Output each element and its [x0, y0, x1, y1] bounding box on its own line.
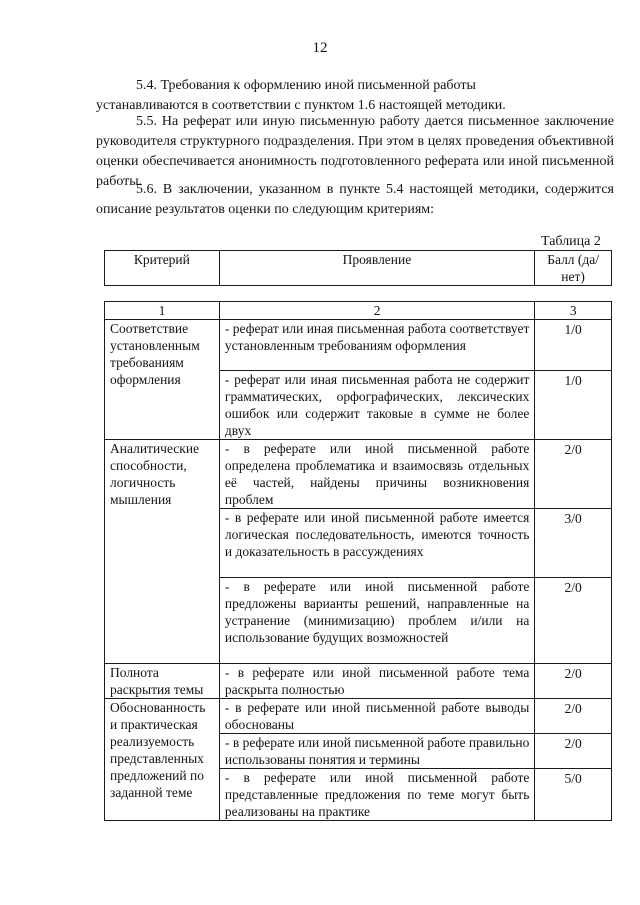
column-number: 3: [535, 302, 612, 320]
criterion-cell: Аналитические способности, логичность мышления: [105, 440, 220, 664]
table-row: [105, 699, 612, 734]
criterion-cell: Полнота раскрытия темы: [105, 664, 220, 699]
score-cell: 2/0: [535, 578, 612, 664]
manifestation-cell: - в реферате или иной письменной работе имеется логическая последовательность, имеются точность и доказательность в рассуждениях: [219, 509, 534, 578]
score-cell: 2/0: [535, 699, 612, 734]
paragraph-5-4-line-2: устанавливаются в соответствии с пунктом 1.6 настоящей методики.: [96, 98, 506, 113]
score-cell: 3/0: [535, 509, 612, 578]
column-number: 2: [219, 302, 534, 320]
manifestation-cell: - в реферате или иной письменной работе представленные предложения по теме могут быть реализованы на практике: [219, 769, 534, 821]
header-manifestation: Проявление: [219, 251, 535, 286]
score-cell: 2/0: [535, 734, 612, 769]
column-number: 1: [105, 302, 220, 320]
table-row: [105, 320, 612, 371]
score-cell: 1/0: [535, 371, 612, 440]
table-row: [105, 664, 612, 699]
manifestation-cell: - реферат или иная письменная работа соответствует установленным требованиям оформления: [219, 320, 534, 371]
paragraph-5-5: 5.5. На реферат или иную письменную работу дается письменное заключение руководителя структурного подразделения. При этом в целях проведения объективной оценки обеспечивается анонимность подготовленного реферата или иной письменной работы.: [96, 114, 614, 189]
manifestation-cell: - в реферате или иной письменной работе предложены варианты решений, направленные на устранение (минимизацию) проблем и/или на использование будущих возможностей: [219, 578, 534, 664]
criteria-table: [104, 301, 612, 821]
criterion-cell: Обоснованность и практическая реализуемость представленных предложений по заданной теме: [105, 699, 220, 821]
manifestation-cell: - реферат или иная письменная работа не содержит грамматических, орфографических, лексических ошибок или содержит таковые в сумме не более двух: [219, 371, 534, 440]
table-row: [105, 302, 612, 320]
header-criterion: Критерий: [105, 251, 220, 286]
manifestation-cell: - в реферате или иной письменной работе правильно использованы понятия и термины: [219, 734, 534, 769]
header-score: Балл (да/нет): [535, 251, 612, 286]
manifestation-cell: - в реферате или иной письменной работе тема раскрыта полностью: [219, 664, 534, 699]
paragraph-5-4-line-1: 5.4. Требования к оформлению иной письменной работы: [136, 78, 476, 93]
score-cell: 2/0: [535, 664, 612, 699]
score-cell: 1/0: [535, 320, 612, 371]
manifestation-cell: - в реферате или иной письменной работе определена проблематика и взаимосвязь отдельных её частей, найдены причины возникновения проблем: [219, 440, 534, 509]
score-cell: 5/0: [535, 769, 612, 821]
table-row: [105, 440, 612, 509]
paragraph-5-6: 5.6. В заключении, указанном в пункте 5.4 настоящей методики, содержится описание результатов оценки по следующим критериям:: [96, 182, 614, 217]
header-table: [104, 250, 612, 286]
criterion-cell: Соответствие установленным требованиям оформления: [105, 320, 220, 440]
score-cell: 2/0: [535, 440, 612, 509]
table-caption: Таблица 2: [541, 234, 601, 249]
manifestation-cell: - в реферате или иной письменной работе выводы обоснованы: [219, 699, 534, 734]
page-number: 12: [312, 40, 328, 56]
